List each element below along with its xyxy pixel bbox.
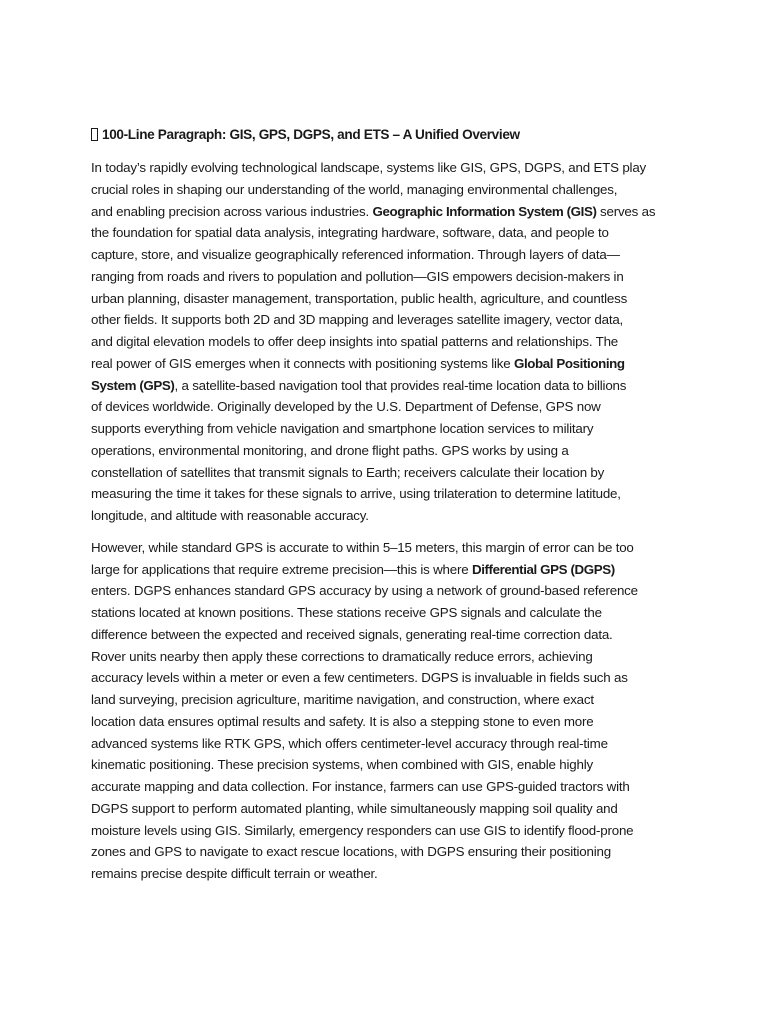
- text-line: kinematic positioning. These precision systems, when combined with GIS, enable highly: [91, 757, 593, 773]
- text-line: capture, store, and visualize geographically referenced information. Through layers of data—: [91, 247, 620, 262]
- document-title: [91, 125, 683, 145]
- text-line: moisture levels using GIS. Similarly, emergency responders can use GIS to identify flood-prone: [91, 822, 634, 838]
- text-line: constellation of satellites that transmit signals to Earth; receivers calculate their location by: [91, 464, 605, 480]
- bold-term-gps-cont: System (GPS): [91, 377, 175, 393]
- text-line: [91, 353, 683, 375]
- text-line: urban planning, disaster management, transportation, public health, agriculture, and countless: [91, 290, 628, 306]
- text-segment: real power of GIS emerges when it connects with positioning systems like: [91, 355, 514, 371]
- text-segment: large for applications that require extreme precision—this is where: [91, 561, 472, 577]
- paragraph-2: [91, 537, 683, 885]
- text-line: the foundation for spatial data analysis, integrating hardware, software, data, and people to: [91, 225, 609, 241]
- text-line: In today’s rapidly evolving technological landscape, systems like GIS, GPS, DGPS, and ETS play: [91, 160, 647, 175]
- document-page: [91, 125, 683, 895]
- text-line: supports everything from vehicle navigation and smartphone location services to military: [91, 421, 594, 436]
- text-line: difference between the expected and received signals, generating real-time correction data.: [91, 626, 613, 642]
- bold-term-gis: Geographic Information System (GIS): [372, 203, 597, 219]
- text-line: operations, environmental monitoring, and drone flight paths. GPS works by using a: [91, 442, 569, 458]
- text-line: [91, 559, 683, 581]
- text-line: accurate mapping and data collection. For instance, farmers can use GPS-guided tractors with: [91, 779, 630, 794]
- text-line: Rover units nearby then apply these corrections to dramatically reduce errors, achieving: [91, 648, 593, 664]
- text-line: [91, 375, 683, 397]
- text-line: crucial roles in shaping our understanding of the world, managing environmental challenges,: [91, 181, 618, 197]
- missing-glyph-icon: [91, 128, 98, 141]
- text-line: land surveying, precision agriculture, maritime navigation, and construction, where exact: [91, 692, 594, 707]
- paragraph-1: [91, 157, 683, 527]
- text-line: advanced systems like RTK GPS, which offers centimeter-level accuracy through real-time: [91, 735, 608, 751]
- text-line: enters. DGPS enhances standard GPS accuracy by using a network of ground-based reference: [91, 583, 638, 599]
- text-line: of devices worldwide. Originally developed by the U.S. Department of Defense, GPS now: [91, 399, 601, 415]
- text-line: [91, 201, 683, 223]
- text-line: accuracy levels within a meter or even a few centimeters. DGPS is invaluable in fields such as: [91, 670, 628, 686]
- text-line: location data ensures optimal results and safety. It is also a stepping stone to even more: [91, 713, 594, 729]
- text-line: ranging from roads and rivers to population and pollution—GIS empowers decision-makers in: [91, 268, 624, 284]
- text-line: longitude, and altitude with reasonable accuracy.: [91, 508, 369, 523]
- text-segment: and enabling precision across various industries.: [91, 203, 373, 219]
- text-line: and digital elevation models to offer deep insights into spatial patterns and relationships. The: [91, 334, 619, 349]
- text-line: DGPS support to perform automated planting, while simultaneously mapping soil quality and: [91, 800, 618, 816]
- bold-term-gps: Global Positioning: [513, 355, 625, 371]
- text-line: remains precise despite difficult terrain or weather.: [91, 866, 378, 881]
- title-text: 100-Line Paragraph: GIS, GPS, DGPS, and ETS – A Unified Overview: [102, 127, 520, 142]
- text-segment: serves as: [596, 203, 656, 219]
- text-line: zones and GPS to navigate to exact rescue locations, with DGPS ensuring their positioning: [91, 844, 611, 860]
- text-line: stations located at known positions. These stations receive GPS signals and calculate the: [91, 605, 602, 620]
- text-line: other fields. It supports both 2D and 3D mapping and leverages satellite imagery, vector data,: [91, 312, 624, 328]
- bold-term-dgps: Differential GPS (DGPS): [471, 561, 615, 577]
- text-line: However, while standard GPS is accurate to within 5–15 meters, this margin of error can be too: [91, 539, 634, 555]
- text-line: measuring the time it takes for these signals to arrive, using trilateration to determine latitude,: [91, 486, 621, 502]
- text-segment: , a satellite-based navigation tool that provides real-time location data to billions: [174, 377, 627, 393]
